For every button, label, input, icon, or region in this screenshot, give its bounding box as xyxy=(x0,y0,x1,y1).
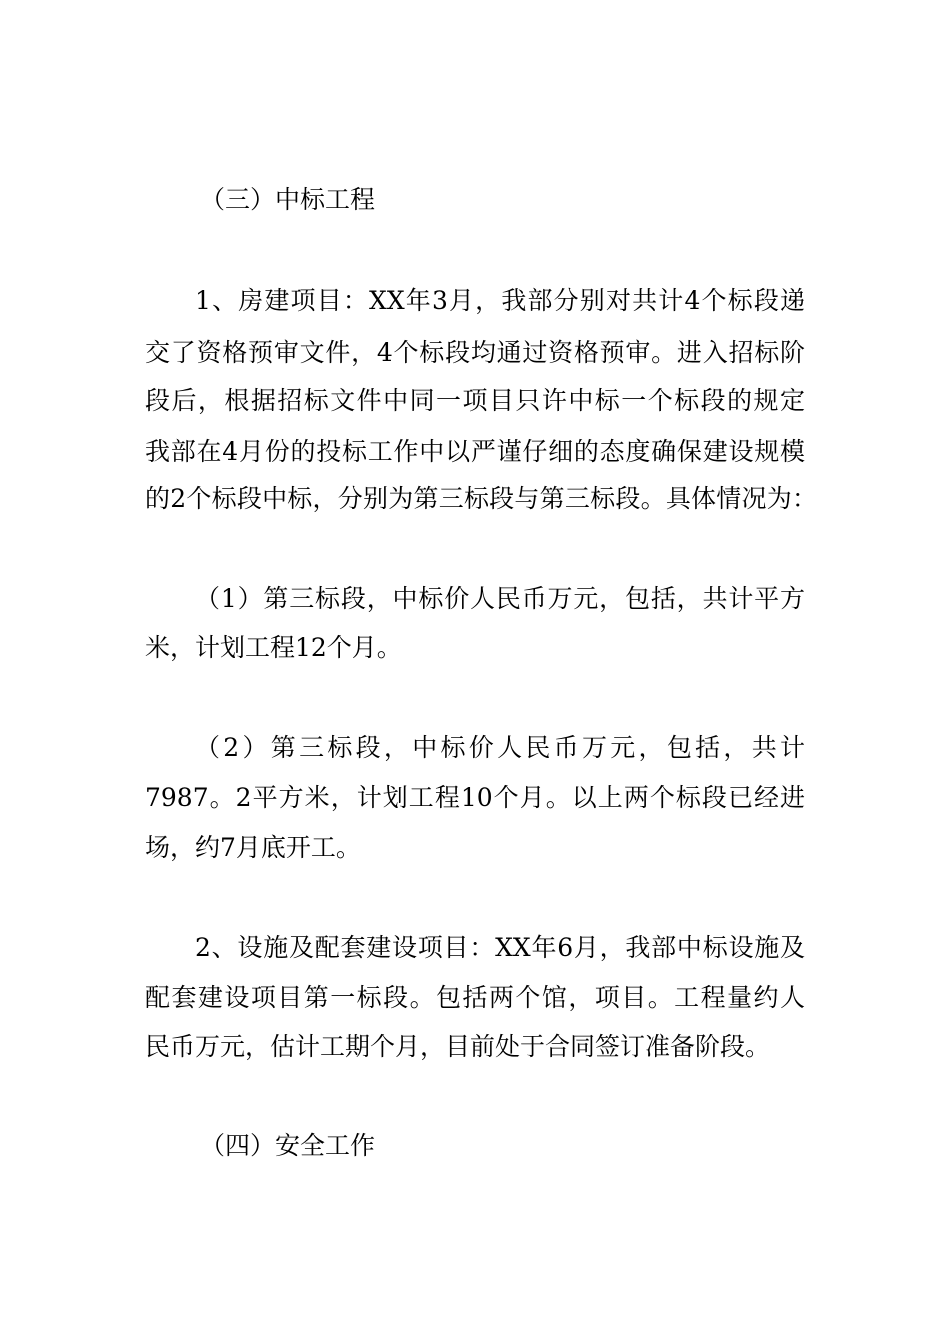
paragraph-line: 我部在4月份的投标工作中以严谨仔细的态度确保建设规模 xyxy=(145,437,805,466)
paragraph-line: 配套建设项目第一标段。包括两个馆，项目。工程量约人 xyxy=(145,983,805,1012)
paragraph-line: （1）第三标段，中标价人民币万元，包括，共计平方 xyxy=(195,584,805,613)
paragraph-line: （2）第三标段，中标价人民币万元，包括，共计 xyxy=(195,733,805,762)
section-heading-winning-projects: （三）中标工程 xyxy=(200,185,376,214)
paragraph-line: 段后，根据招标文件中同一项目只许中标一个标段的规定 xyxy=(145,386,805,415)
paragraph-line: 2、设施及配套建设项目：XX年6月，我部中标设施及 xyxy=(195,933,805,962)
paragraph-line: 的2个标段中标，分别为第三标段与第三标段。具体情况为： xyxy=(145,484,817,513)
paragraph-line: 1、房建项目：XX年3月，我部分别对共计4个标段递 xyxy=(195,286,805,315)
section-heading-safety-work: （四）安全工作 xyxy=(200,1131,376,1160)
paragraph-line: 场，约7月底开工。 xyxy=(145,833,361,862)
paragraph-line: 米，计划工程12个月。 xyxy=(145,633,402,662)
paragraph-line: 民币万元，估计工期个月，目前处于合同签订准备阶段。 xyxy=(145,1032,771,1061)
paragraph-line: 7987。2平方米，计划工程10个月。以上两个标段已经进 xyxy=(145,783,805,812)
paragraph-line: 交了资格预审文件，4个标段均通过资格预审。进入招标阶 xyxy=(145,338,805,367)
